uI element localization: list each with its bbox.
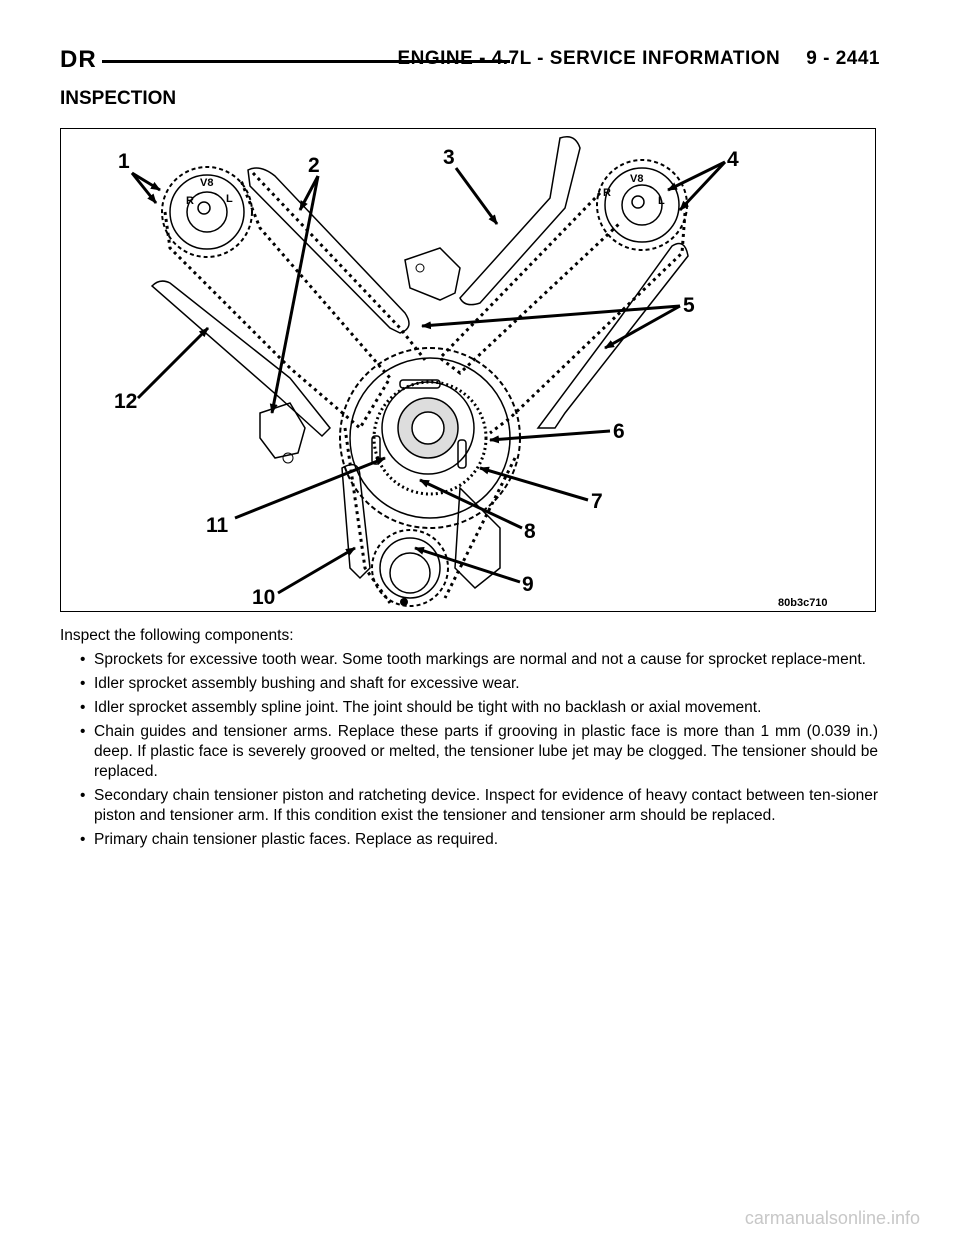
callout-2: 2 [308, 154, 320, 177]
intro-text: Inspect the following components: [60, 627, 294, 644]
callout-9: 9 [522, 573, 534, 596]
bullet-icon: • [80, 723, 86, 740]
manual-section-title: ENGINE - 4.7L - SERVICE INFORMATION [397, 48, 781, 69]
list-item-text: Chain guides and tensioner arms. Replace these parts if grooving in plastic face is more than 1 mm (0.039 in.) deep. If plastic face is severely grooved or melted, the tensioner lube jet may be clogged. The tensioner should be replaced. [94, 723, 878, 780]
right-sprocket-r-mark: R [603, 187, 611, 199]
callout-8: 8 [524, 520, 536, 543]
page-header [60, 44, 880, 74]
right-sprocket-l-mark: L [658, 195, 665, 207]
list-item-text: Idler sprocket assembly spline joint. The joint should be tight with no backlash or axial movement. [94, 699, 762, 716]
callout-7: 7 [591, 490, 603, 513]
bullet-icon: • [80, 699, 86, 716]
list-item-text: Primary chain tensioner plastic faces. Replace as required. [94, 831, 499, 848]
list-item-text: Sprockets for excessive tooth wear. Some tooth markings are normal and not a cause for sprocket replace-ment. [94, 651, 866, 668]
callout-12: 12 [114, 390, 138, 413]
watermark: carmanualsonline.info [744, 1208, 920, 1228]
list-item-text: Secondary chain tensioner piston and ratcheting device. Inspect for evidence of heavy contact between ten-sioner piston and tensioner arm. If this condition exist the tensioner and tensioner arm should be replaced. [94, 787, 878, 824]
list-item [60, 698, 878, 718]
list-item [60, 674, 878, 694]
callout-10: 10 [252, 586, 276, 609]
inspection-list [60, 650, 878, 850]
list-item [60, 722, 878, 782]
timing-chain-figure [60, 128, 876, 612]
callout-5: 5 [683, 294, 695, 317]
list-item-text: Idler sprocket assembly bushing and shaft for excessive wear. [94, 675, 520, 692]
section-title: INSPECTION [60, 88, 177, 109]
right-sprocket-v8-mark: V8 [630, 173, 644, 185]
model-code: DR [60, 46, 97, 73]
figure-code: 80b3c710 [778, 597, 828, 609]
list-item [60, 650, 878, 670]
callout-11: 11 [206, 514, 229, 537]
left-sprocket-r-mark: R [186, 195, 194, 207]
bullet-icon: • [80, 675, 86, 692]
bullet-icon: • [80, 787, 86, 804]
left-sprocket-v8-mark: V8 [200, 177, 214, 189]
bullet-icon: • [80, 651, 86, 668]
page-number: 9 - 2441 [806, 48, 880, 69]
header-right [397, 48, 880, 70]
left-sprocket-l-mark: L [226, 193, 233, 205]
timing-chain-diagram [60, 128, 876, 612]
callout-4: 4 [727, 148, 739, 171]
list-item [60, 786, 878, 826]
callout-1: 1 [118, 150, 130, 173]
bullet-icon: • [80, 831, 86, 848]
list-item [60, 830, 878, 850]
inspection-text [60, 626, 878, 854]
callout-3: 3 [443, 146, 455, 169]
callout-6: 6 [613, 420, 625, 443]
